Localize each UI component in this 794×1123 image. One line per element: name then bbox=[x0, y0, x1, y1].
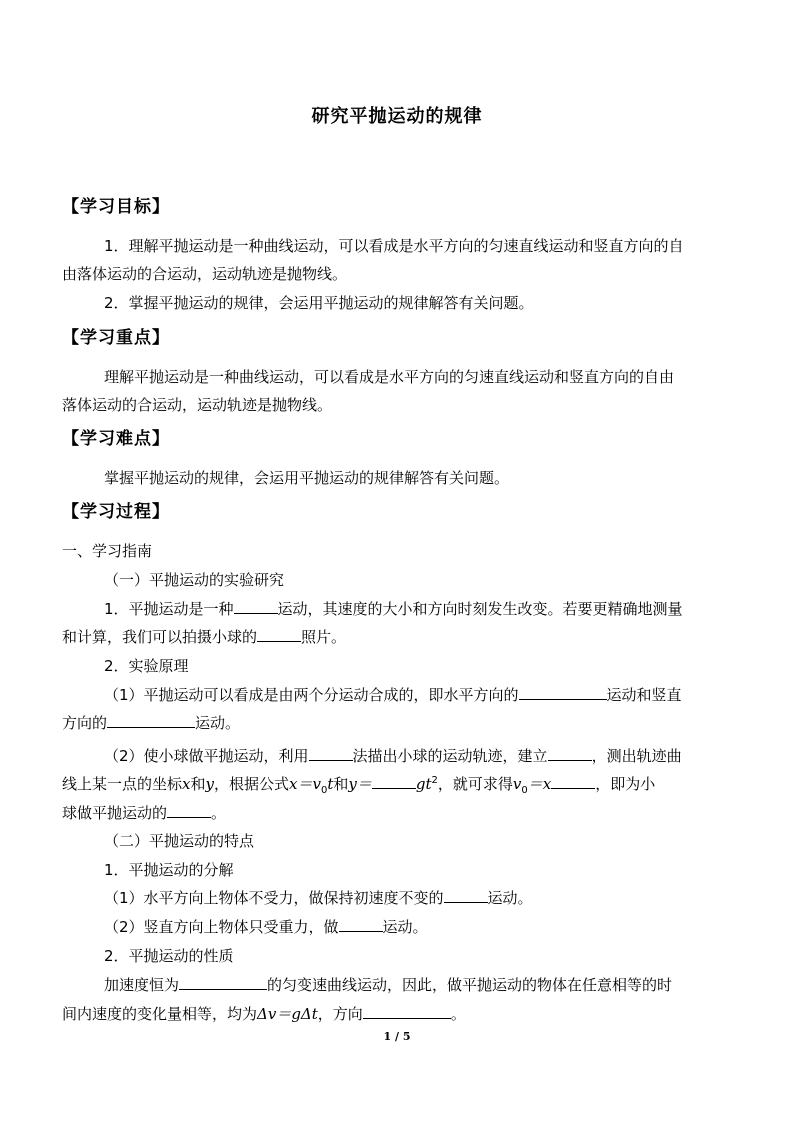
text-segment: （2）竖直方向上物体只受重力，做 bbox=[104, 918, 339, 936]
blank-field[interactable] bbox=[519, 685, 607, 700]
text-segment: 和计算，我们可以拍摄小球的 bbox=[62, 628, 258, 646]
subscript: 0 bbox=[521, 785, 528, 796]
blank-field[interactable] bbox=[107, 713, 195, 728]
text-segment: 法描出小球的运动轨迹，建立 bbox=[352, 747, 548, 765]
blank-field[interactable] bbox=[167, 803, 211, 818]
superscript: 2 bbox=[431, 775, 438, 786]
section-header-goals: 【学习目标】 bbox=[62, 197, 170, 217]
text-segment: 运动。 bbox=[487, 889, 533, 907]
blank-field[interactable] bbox=[257, 627, 301, 642]
point-2-line-2 bbox=[62, 1003, 466, 1024]
document-title: 研究平抛运动的规律 bbox=[311, 106, 483, 127]
item-2-2-line-2 bbox=[62, 773, 655, 796]
blank-field[interactable] bbox=[339, 917, 383, 932]
text-segment: （1）水平方向上物体不受力，做保持初速度不变的 bbox=[104, 889, 444, 907]
difficulty-line: 掌握平抛运动的规律，会运用平抛运动的规律解答有关问题。 bbox=[104, 469, 510, 487]
formula-dv: Δv＝gΔt bbox=[257, 1005, 318, 1023]
item-1-line-2 bbox=[62, 626, 346, 647]
goal-2: 2．掌握平抛运动的规律，会运用平抛运动的规律解答有关问题。 bbox=[104, 294, 534, 312]
point-1-1 bbox=[104, 887, 533, 908]
var-y: y bbox=[205, 775, 214, 793]
text-segment: 运动。 bbox=[382, 918, 428, 936]
blank-field[interactable] bbox=[372, 774, 416, 789]
text-segment: 加速度恒为 bbox=[104, 976, 180, 994]
guide-heading: 一、学习指南 bbox=[62, 542, 153, 560]
blank-field[interactable] bbox=[309, 746, 353, 761]
formula-eq-x: ＝x bbox=[527, 775, 552, 793]
text-segment: 线上某一点的坐标 bbox=[62, 775, 183, 793]
blank-field[interactable] bbox=[444, 888, 488, 903]
text-segment: 运动，其速度的大小和方向时刻发生改变。若要更精确地测量 bbox=[277, 600, 683, 618]
text-segment: 和 bbox=[190, 775, 206, 793]
text-segment: ，根据公式 bbox=[213, 775, 289, 793]
subscript: 0 bbox=[320, 785, 328, 796]
blank-field[interactable] bbox=[234, 599, 278, 614]
blank-field[interactable] bbox=[548, 746, 592, 761]
text-segment: 球做平抛运动的 bbox=[62, 804, 168, 822]
formula-y: y＝ bbox=[348, 775, 372, 793]
item-2-2-line-3 bbox=[62, 802, 226, 823]
text-segment: 的匀变速曲线运动，因此，做平抛运动的物体在任意相等的时 bbox=[267, 976, 673, 994]
text-segment: ，方向 bbox=[317, 1005, 363, 1023]
text-segment: ，测出轨迹曲 bbox=[591, 747, 682, 765]
part-2-heading: （二）平抛运动的特点 bbox=[104, 832, 255, 850]
point-1-2 bbox=[104, 916, 428, 937]
text-segment: 运动。 bbox=[195, 714, 241, 732]
section-header-key-points: 【学习重点】 bbox=[62, 328, 170, 348]
point-2-line-1 bbox=[104, 974, 672, 995]
item-2-1-line-2 bbox=[62, 712, 240, 733]
formula-gt: gt bbox=[415, 775, 432, 793]
text-segment: 照片。 bbox=[301, 628, 347, 646]
point-2-heading: 2．平抛运动的性质 bbox=[104, 947, 234, 965]
text-segment: 1．平抛运动是一种 bbox=[104, 600, 234, 618]
item-2-2-line-1 bbox=[104, 745, 682, 766]
key-line-1: 理解平抛运动是一种曲线运动，可以看成是水平方向的匀速直线运动和竖直方向的自由 bbox=[104, 368, 675, 386]
point-1-heading: 1．平抛运动的分解 bbox=[104, 861, 234, 879]
text-segment: （1）平抛运动可以看成是由两个分运动合成的，即水平方向的 bbox=[104, 686, 519, 704]
text-segment: 运动和竖直 bbox=[606, 686, 682, 704]
text-segment: 间内速度的变化量相等，均为 bbox=[62, 1005, 258, 1023]
text-segment: （2）使小球做平抛运动，利用 bbox=[104, 747, 309, 765]
blank-field[interactable] bbox=[551, 774, 595, 789]
var-t: t bbox=[327, 775, 334, 793]
text-segment: ，即为小 bbox=[595, 775, 656, 793]
goal-1-line-2: 由落体运动的合运动，运动轨迹是抛物线。 bbox=[62, 265, 348, 283]
text-segment: ，就可求得 bbox=[437, 775, 513, 793]
var-v: v bbox=[512, 775, 522, 793]
item-2-heading: 2．实验原理 bbox=[104, 657, 189, 675]
item-2-1-line-1 bbox=[104, 684, 682, 705]
blank-field[interactable] bbox=[179, 975, 267, 990]
blank-field[interactable] bbox=[363, 1004, 451, 1019]
goal-1-line-1: 1．理解平抛运动是一种曲线运动，可以看成是水平方向的匀速直线运动和竖直方向的自 bbox=[104, 237, 684, 255]
section-header-process: 【学习过程】 bbox=[62, 502, 170, 522]
item-1-line-1 bbox=[104, 598, 683, 619]
text-segment: 。 bbox=[450, 1005, 466, 1023]
text-segment: 和 bbox=[333, 775, 349, 793]
page-number: 1 / 5 bbox=[383, 1030, 411, 1043]
part-1-heading: （一）平抛运动的实验研究 bbox=[104, 571, 285, 589]
text-segment: 。 bbox=[211, 804, 227, 822]
key-line-2: 落体运动的合运动，运动轨迹是抛物线。 bbox=[62, 396, 333, 414]
var-x: x bbox=[182, 775, 191, 793]
text-segment: 方向的 bbox=[62, 714, 108, 732]
formula-x: x＝v bbox=[289, 775, 321, 793]
section-header-difficulties: 【学习难点】 bbox=[62, 429, 170, 449]
